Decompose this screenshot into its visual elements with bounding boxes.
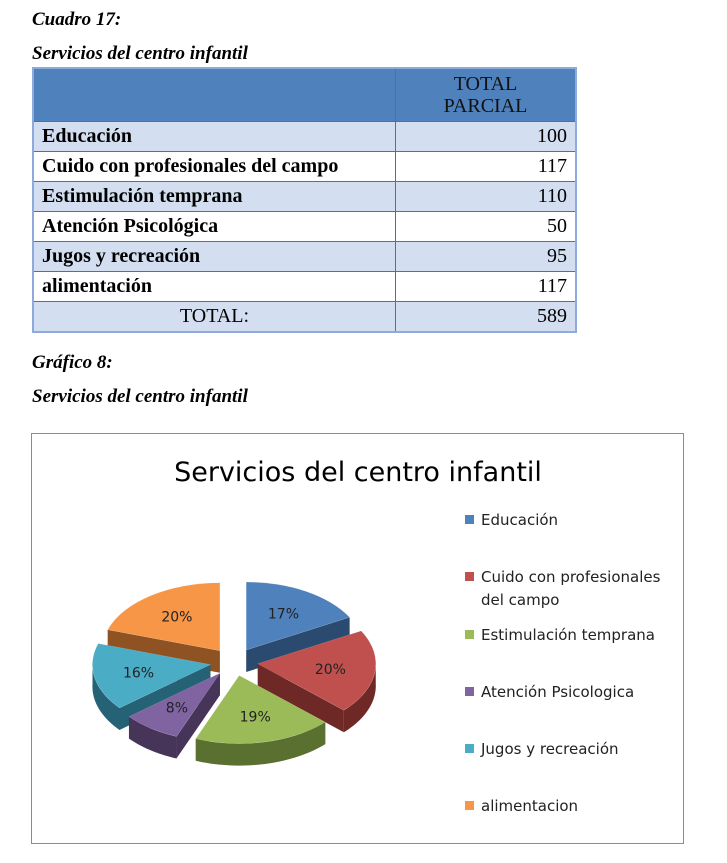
table-row [33,212,576,242]
services-table [32,67,577,333]
row-value: 117 [396,272,577,302]
table-total-row [33,302,576,333]
pie-chart [32,434,685,845]
table-number-caption: Cuadro 17: [32,9,122,30]
chart-number-caption: Gráfico 8: [32,352,113,373]
pie-data-label: 20% [161,609,193,626]
legend-label: Educación [481,511,559,529]
row-value: 100 [396,122,577,152]
legend-swatch [465,801,474,810]
row-label: Educación [33,122,396,152]
legend-label: Cuido con profesionales [481,568,661,586]
table-header-total [396,68,577,122]
legend-label: alimentacion [481,797,579,815]
legend-label: Atención Psicologica [481,683,635,701]
table-row [33,122,576,152]
pie-data-label: 19% [239,709,271,726]
legend-item [465,683,634,701]
row-value: 95 [396,242,577,272]
legend-swatch [465,515,474,524]
total-label: TOTAL: [33,302,396,333]
row-value: 110 [396,182,577,212]
pie-slices [92,582,375,766]
legend-item [465,797,578,815]
chart-title: Servicios del centro infantil [174,457,542,488]
legend-swatch [465,744,474,753]
legend-item [465,626,655,644]
pie-data-label: 17% [267,606,300,623]
legend-label: del campo [481,591,560,609]
chart-title-caption: Servicios del centro infantil [32,386,248,407]
row-value: 117 [396,152,577,182]
row-label: Atención Psicológica [33,212,396,242]
table-header-line-1: TOTAL [453,73,518,95]
table-title-caption: Servicios del centro infantil [32,43,248,64]
row-label: Estimulación temprana [33,182,396,212]
table-header-blank [33,68,396,122]
chart-legend [465,511,661,815]
legend-item [465,740,619,758]
pie-chart-frame [31,433,684,844]
table-row [33,182,576,212]
table-header-line-2: PARCIAL [443,95,528,117]
legend-label: Estimulación temprana [481,626,655,644]
pie-data-label: 8% [165,700,189,717]
row-label: Jugos y recreación [33,242,396,272]
table-row [33,152,576,182]
table-row [33,272,576,302]
table-row [33,242,576,272]
legend-swatch [465,687,474,696]
legend-swatch [465,572,474,581]
legend-swatch [465,630,474,639]
row-label: alimentación [33,272,396,302]
legend-label: Jugos y recreación [481,740,619,758]
legend-item [465,511,558,529]
table-header-row [33,68,576,122]
row-value: 50 [396,212,577,242]
legend-item [465,568,661,609]
total-value: 589 [396,302,577,333]
row-label: Cuido con profesionales del campo [33,152,396,182]
pie-data-label: 20% [314,662,346,679]
pie-data-label: 16% [122,665,155,682]
